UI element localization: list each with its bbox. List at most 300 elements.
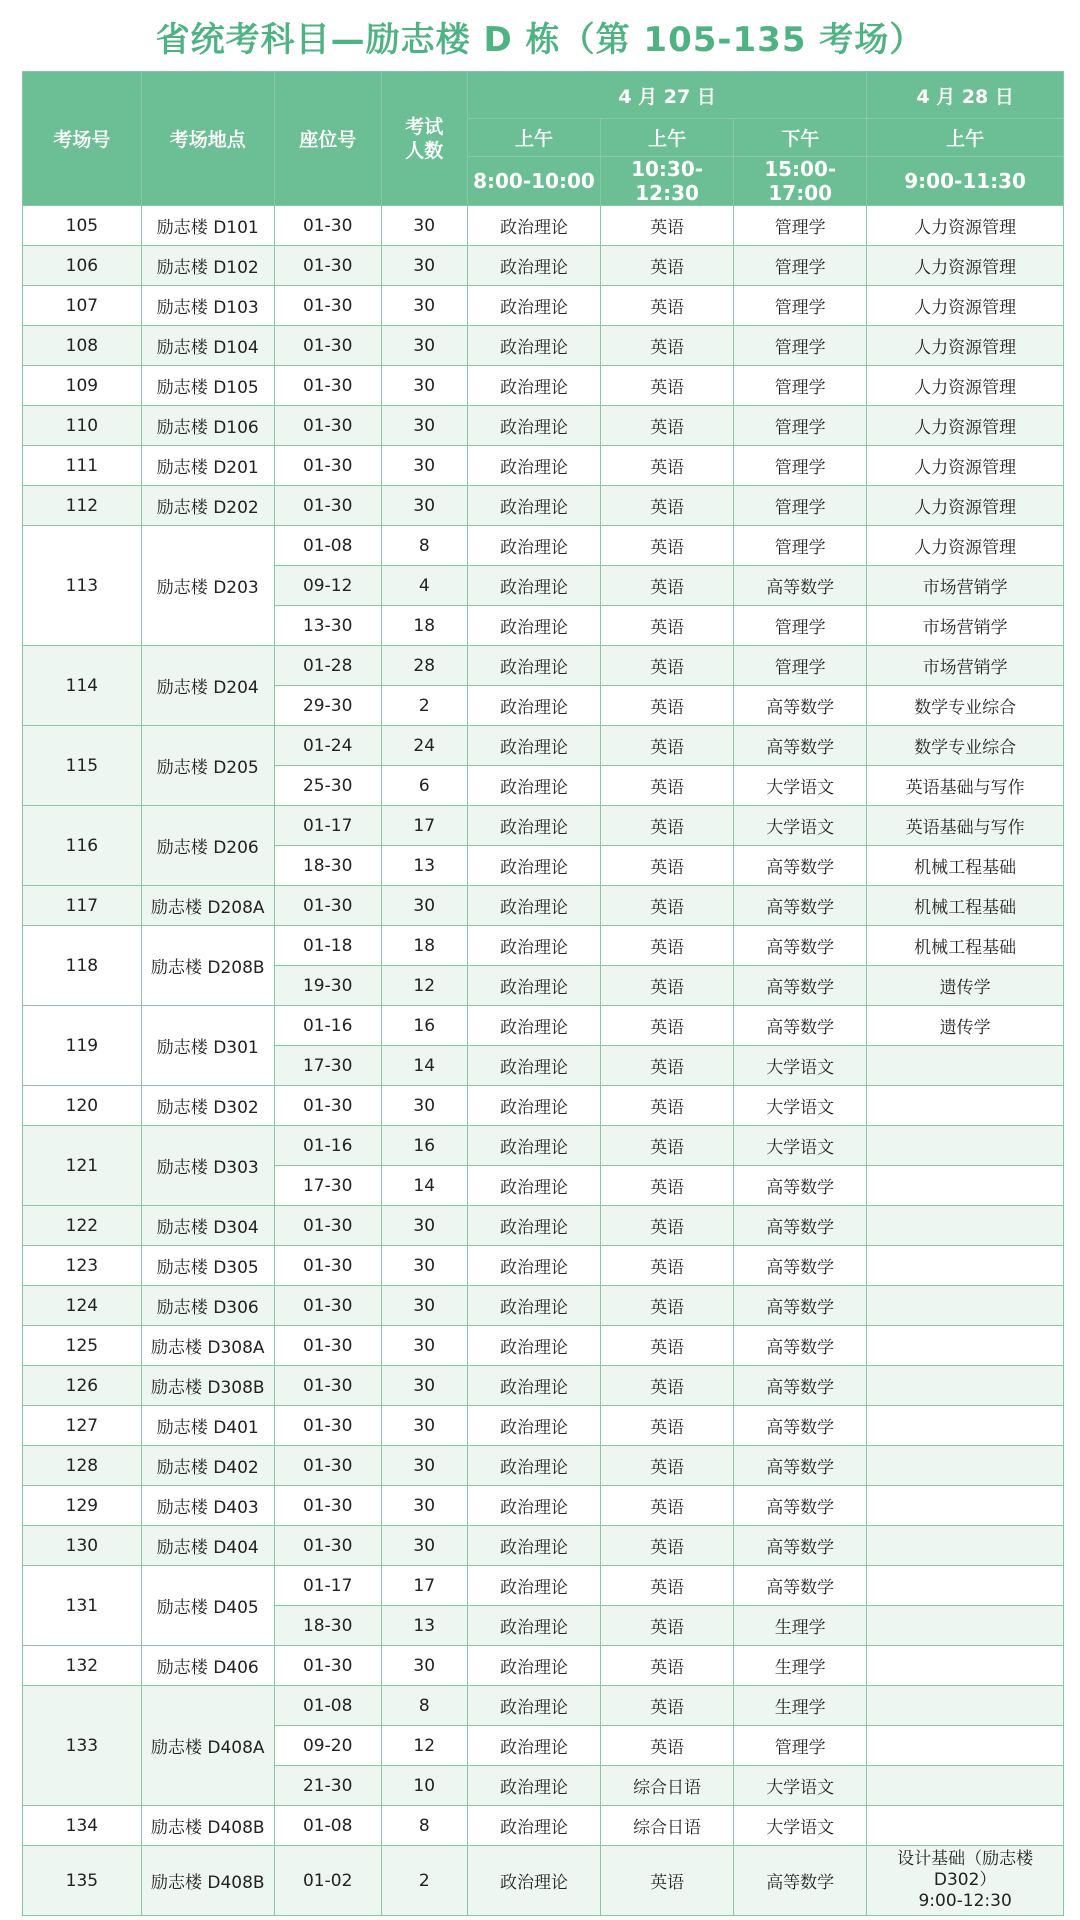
cell-location: 励志楼 D401 [141,1406,274,1446]
cell-subject-3: 管理学 [734,486,867,526]
cell-subject-3: 管理学 [734,646,867,686]
cell-subject-4 [867,1126,1064,1166]
cell-subject-2: 英语 [601,1726,734,1766]
cell-subject-3: 大学语文 [734,1086,867,1126]
cell-room-no: 109 [23,366,142,406]
cell-room-no: 106 [23,246,142,286]
cell-subject-4: 机械工程基础 [867,846,1064,886]
table-row [23,246,1064,286]
cell-count: 30 [381,446,467,486]
cell-room-no: 133 [23,1686,142,1806]
cell-room-no: 107 [23,286,142,326]
cell-seat: 01-17 [274,1566,381,1606]
cell-subject-1: 政治理论 [467,1366,600,1406]
cell-subject-4: 遗传学 [867,1006,1064,1046]
header-period: 下午 [734,119,867,157]
cell-subject-4 [867,1726,1064,1766]
header-count: 考试 人数 [381,72,467,206]
table-row [23,1686,1064,1726]
cell-subject-1: 政治理论 [467,886,600,926]
table-header [23,72,1064,206]
cell-room-no: 132 [23,1646,142,1686]
cell-room-no: 129 [23,1486,142,1526]
cell-subject-1: 政治理论 [467,566,600,606]
cell-subject-3: 高等数学 [734,886,867,926]
cell-location: 励志楼 D301 [141,1006,274,1086]
cell-count: 30 [381,406,467,446]
cell-subject-2: 英语 [601,246,734,286]
header-period: 上午 [467,119,600,157]
cell-subject-3: 管理学 [734,366,867,406]
cell-subject-3: 生理学 [734,1606,867,1646]
cell-subject-4: 机械工程基础 [867,886,1064,926]
cell-subject-4 [867,1206,1064,1246]
cell-subject-1: 政治理论 [467,486,600,526]
cell-subject-3: 高等数学 [734,1566,867,1606]
cell-subject-3: 管理学 [734,286,867,326]
table-row [23,1286,1064,1326]
cell-subject-2: 综合日语 [601,1766,734,1806]
table-row [23,806,1064,846]
cell-count: 30 [381,1406,467,1446]
cell-subject-4: 人力资源管理 [867,206,1064,246]
cell-seat: 01-30 [274,1206,381,1246]
cell-subject-3: 大学语文 [734,1766,867,1806]
cell-subject-2: 英语 [601,1366,734,1406]
cell-subject-1: 政治理论 [467,1446,600,1486]
cell-seat: 09-20 [274,1726,381,1766]
cell-subject-4: 人力资源管理 [867,366,1064,406]
cell-count: 8 [381,1686,467,1726]
cell-location: 励志楼 D202 [141,486,274,526]
header-time: 15:00-17:00 [734,157,867,206]
cell-seat: 01-08 [274,526,381,566]
cell-subject-4 [867,1166,1064,1206]
cell-location: 励志楼 D408B [141,1806,274,1846]
cell-subject-2: 英语 [601,766,734,806]
cell-subject-3: 高等数学 [734,1486,867,1526]
cell-subject-3: 生理学 [734,1646,867,1686]
table-row [23,286,1064,326]
cell-count: 12 [381,966,467,1006]
header-time: 9:00-11:30 [867,157,1064,206]
cell-subject-1: 政治理论 [467,1326,600,1366]
table-row [23,886,1064,926]
cell-seat: 01-17 [274,806,381,846]
cell-count: 30 [381,1446,467,1486]
cell-subject-1: 政治理论 [467,846,600,886]
cell-subject-1: 政治理论 [467,1726,600,1766]
table-row [23,366,1064,406]
cell-count: 30 [381,246,467,286]
cell-subject-3: 高等数学 [734,1366,867,1406]
table-row [23,526,1064,566]
table-row [23,1086,1064,1126]
cell-count: 30 [381,1326,467,1366]
cell-room-no: 124 [23,1286,142,1326]
cell-subject-1: 政治理论 [467,966,600,1006]
header-day-apr28: 4 月 28 日 [867,72,1064,119]
cell-subject-4: 数学专业综合 [867,686,1064,726]
cell-subject-2: 英语 [601,606,734,646]
cell-subject-4: 人力资源管理 [867,446,1064,486]
cell-subject-2: 英语 [601,966,734,1006]
cell-subject-3: 高等数学 [734,1286,867,1326]
cell-room-no: 122 [23,1206,142,1246]
cell-subject-4 [867,1766,1064,1806]
cell-seat: 01-30 [274,486,381,526]
cell-count: 30 [381,1646,467,1686]
cell-subject-4 [867,1486,1064,1526]
cell-subject-3: 高等数学 [734,566,867,606]
cell-location: 励志楼 D408B [141,1846,274,1916]
cell-subject-2: 英语 [601,1686,734,1726]
cell-subject-1: 政治理论 [467,1126,600,1166]
cell-count: 30 [381,286,467,326]
cell-room-no: 130 [23,1526,142,1566]
cell-subject-2: 英语 [601,1006,734,1046]
cell-count: 30 [381,1206,467,1246]
cell-subject-3: 管理学 [734,206,867,246]
cell-subject-3: 高等数学 [734,686,867,726]
cell-subject-2: 英语 [601,1166,734,1206]
cell-subject-2: 英语 [601,1486,734,1526]
cell-subject-2: 英语 [601,1326,734,1366]
cell-count: 16 [381,1006,467,1046]
cell-seat: 21-30 [274,1766,381,1806]
cell-seat: 17-30 [274,1166,381,1206]
cell-subject-3: 高等数学 [734,1206,867,1246]
cell-count: 13 [381,846,467,886]
cell-count: 30 [381,1366,467,1406]
table-row [23,486,1064,526]
cell-subject-3: 高等数学 [734,1406,867,1446]
cell-location: 励志楼 D408A [141,1686,274,1806]
cell-subject-1: 政治理论 [467,246,600,286]
cell-count: 14 [381,1046,467,1086]
cell-seat: 09-12 [274,566,381,606]
cell-location: 励志楼 D308A [141,1326,274,1366]
cell-subject-3: 高等数学 [734,1006,867,1046]
cell-seat: 01-30 [274,246,381,286]
cell-room-no: 126 [23,1366,142,1406]
cell-subject-4 [867,1286,1064,1326]
cell-count: 12 [381,1726,467,1766]
cell-subject-3: 大学语文 [734,1126,867,1166]
cell-subject-2: 英语 [601,206,734,246]
cell-room-no: 134 [23,1806,142,1846]
cell-subject-3: 管理学 [734,406,867,446]
cell-subject-1: 政治理论 [467,406,600,446]
cell-count: 18 [381,926,467,966]
cell-subject-1: 政治理论 [467,1206,600,1246]
cell-count: 8 [381,526,467,566]
table-row [23,726,1064,766]
cell-room-no: 123 [23,1246,142,1286]
table-row [23,1486,1064,1526]
cell-subject-2: 英语 [601,446,734,486]
cell-count: 13 [381,1606,467,1646]
cell-subject-4 [867,1806,1064,1846]
cell-seat: 01-30 [274,326,381,366]
cell-subject-1: 政治理论 [467,1166,600,1206]
cell-subject-3: 高等数学 [734,1166,867,1206]
cell-subject-4: 数学专业综合 [867,726,1064,766]
cell-subject-1: 政治理论 [467,366,600,406]
cell-subject-2: 英语 [601,1046,734,1086]
table-row [23,926,1064,966]
cell-subject-4: 人力资源管理 [867,246,1064,286]
cell-subject-3: 管理学 [734,446,867,486]
cell-count: 30 [381,1286,467,1326]
header-room-no: 考场号 [23,72,142,206]
table-row [23,1406,1064,1446]
cell-subject-4: 市场营销学 [867,646,1064,686]
cell-seat: 18-30 [274,846,381,886]
cell-count: 17 [381,1566,467,1606]
cell-subject-2: 英语 [601,1246,734,1286]
cell-subject-4: 英语基础与写作 [867,766,1064,806]
cell-subject-3: 高等数学 [734,726,867,766]
cell-location: 励志楼 D406 [141,1646,274,1686]
cell-subject-4 [867,1366,1064,1406]
cell-subject-1: 政治理论 [467,1646,600,1686]
cell-seat: 19-30 [274,966,381,1006]
table-row [23,1326,1064,1366]
cell-seat: 01-30 [274,1086,381,1126]
cell-subject-4 [867,1646,1064,1686]
cell-room-no: 112 [23,486,142,526]
cell-subject-1: 政治理论 [467,766,600,806]
header-day-apr27: 4 月 27 日 [467,72,866,119]
cell-subject-2: 英语 [601,1566,734,1606]
cell-subject-1: 政治理论 [467,206,600,246]
cell-subject-1: 政治理论 [467,1766,600,1806]
cell-count: 2 [381,686,467,726]
cell-subject-4: 人力资源管理 [867,286,1064,326]
cell-count: 30 [381,206,467,246]
cell-room-no: 105 [23,206,142,246]
cell-count: 18 [381,606,467,646]
cell-subject-2: 英语 [601,926,734,966]
cell-subject-1: 政治理论 [467,646,600,686]
cell-seat: 01-24 [274,726,381,766]
cell-subject-1: 政治理论 [467,1606,600,1646]
cell-subject-4 [867,1566,1064,1606]
cell-count: 30 [381,886,467,926]
cell-subject-4 [867,1046,1064,1086]
cell-room-no: 119 [23,1006,142,1086]
cell-subject-1: 政治理论 [467,1286,600,1326]
cell-count: 8 [381,1806,467,1846]
cell-subject-2: 英语 [601,886,734,926]
cell-seat: 01-16 [274,1006,381,1046]
cell-subject-3: 高等数学 [734,966,867,1006]
cell-subject-1: 政治理论 [467,686,600,726]
cell-subject-3: 高等数学 [734,846,867,886]
header-time: 8:00-10:00 [467,157,600,206]
cell-subject-3: 管理学 [734,1726,867,1766]
cell-seat: 01-30 [274,1446,381,1486]
cell-location: 励志楼 D101 [141,206,274,246]
cell-subject-3: 高等数学 [734,1446,867,1486]
cell-subject-1: 政治理论 [467,1806,600,1846]
cell-location: 励志楼 D208A [141,886,274,926]
cell-location: 励志楼 D206 [141,806,274,886]
cell-subject-1: 政治理论 [467,1006,600,1046]
cell-seat: 29-30 [274,686,381,726]
cell-subject-3: 生理学 [734,1686,867,1726]
cell-subject-1: 政治理论 [467,806,600,846]
cell-location: 励志楼 D306 [141,1286,274,1326]
table-row [23,1006,1064,1046]
cell-seat: 01-30 [274,886,381,926]
cell-seat: 01-30 [274,1326,381,1366]
cell-count: 30 [381,1486,467,1526]
cell-subject-3: 管理学 [734,246,867,286]
cell-subject-1: 政治理论 [467,1486,600,1526]
table-row [23,1126,1064,1166]
cell-subject-1: 政治理论 [467,606,600,646]
cell-room-no: 110 [23,406,142,446]
cell-subject-4: 市场营销学 [867,566,1064,606]
table-row [23,1846,1064,1916]
cell-count: 16 [381,1126,467,1166]
cell-subject-1: 政治理论 [467,1246,600,1286]
cell-location: 励志楼 D403 [141,1486,274,1526]
cell-location: 励志楼 D402 [141,1446,274,1486]
cell-location: 励志楼 D205 [141,726,274,806]
cell-location: 励志楼 D304 [141,1206,274,1246]
cell-count: 14 [381,1166,467,1206]
cell-subject-2: 英语 [601,566,734,606]
table-row [23,1566,1064,1606]
cell-seat: 01-30 [274,446,381,486]
cell-seat: 13-30 [274,606,381,646]
cell-room-no: 135 [23,1846,142,1916]
cell-subject-4 [867,1406,1064,1446]
cell-location: 励志楼 D103 [141,286,274,326]
cell-seat: 01-28 [274,646,381,686]
cell-location: 励志楼 D308B [141,1366,274,1406]
cell-seat: 01-30 [274,206,381,246]
cell-location: 励志楼 D405 [141,1566,274,1646]
cell-subject-4 [867,1686,1064,1726]
cell-seat: 01-30 [274,1406,381,1446]
cell-subject-2: 英语 [601,726,734,766]
cell-subject-4: 人力资源管理 [867,326,1064,366]
cell-room-no: 128 [23,1446,142,1486]
header-time: 10:30-12:30 [601,157,734,206]
cell-subject-3: 高等数学 [734,926,867,966]
cell-seat: 01-30 [274,1646,381,1686]
header-period: 上午 [867,119,1064,157]
cell-location: 励志楼 D302 [141,1086,274,1126]
cell-subject-1: 政治理论 [467,1526,600,1566]
cell-subject-2: 英语 [601,646,734,686]
cell-location: 励志楼 D105 [141,366,274,406]
cell-subject-3: 高等数学 [734,1846,867,1916]
cell-count: 2 [381,1846,467,1916]
cell-subject-2: 英语 [601,326,734,366]
table-row [23,1646,1064,1686]
cell-room-no: 120 [23,1086,142,1126]
table-row [23,1446,1064,1486]
cell-subject-4: 英语基础与写作 [867,806,1064,846]
cell-subject-4: 人力资源管理 [867,526,1064,566]
cell-seat: 01-16 [274,1126,381,1166]
cell-subject-3: 大学语文 [734,806,867,846]
cell-subject-3: 高等数学 [734,1246,867,1286]
cell-count: 30 [381,366,467,406]
cell-room-no: 127 [23,1406,142,1446]
cell-subject-2: 英语 [601,1126,734,1166]
table-row [23,1526,1064,1566]
cell-count: 30 [381,326,467,366]
cell-count: 28 [381,646,467,686]
cell-seat: 01-30 [274,1526,381,1566]
cell-subject-2: 英语 [601,406,734,446]
cell-seat: 01-30 [274,406,381,446]
cell-subject-2: 英语 [601,366,734,406]
cell-seat: 01-08 [274,1806,381,1846]
cell-room-no: 115 [23,726,142,806]
cell-subject-2: 英语 [601,486,734,526]
cell-subject-2: 英语 [601,1086,734,1126]
cell-count: 24 [381,726,467,766]
cell-subject-1: 政治理论 [467,1846,600,1916]
cell-location: 励志楼 D102 [141,246,274,286]
cell-subject-2: 英语 [601,526,734,566]
cell-seat: 25-30 [274,766,381,806]
cell-subject-2: 英语 [601,286,734,326]
cell-count: 30 [381,486,467,526]
cell-subject-2: 英语 [601,1846,734,1916]
cell-seat: 01-30 [274,1366,381,1406]
cell-room-no: 125 [23,1326,142,1366]
cell-subject-3: 大学语文 [734,1806,867,1846]
cell-subject-2: 英语 [601,1446,734,1486]
page-title: 省统考科目—励志楼 D 栋（第 105-135 考场） [155,20,925,60]
cell-room-no: 113 [23,526,142,646]
table-row [23,1806,1064,1846]
cell-seat: 01-18 [274,926,381,966]
table-row [23,326,1064,366]
cell-subject-3: 管理学 [734,526,867,566]
cell-subject-4: 人力资源管理 [867,406,1064,446]
cell-subject-1: 政治理论 [467,326,600,366]
cell-subject-4 [867,1526,1064,1566]
header-location: 考场地点 [141,72,274,206]
cell-room-no: 117 [23,886,142,926]
cell-subject-3: 管理学 [734,326,867,366]
cell-subject-1: 政治理论 [467,1566,600,1606]
cell-location: 励志楼 D104 [141,326,274,366]
cell-seat: 01-30 [274,1286,381,1326]
header-seat: 座位号 [274,72,381,206]
cell-subject-4 [867,1086,1064,1126]
cell-seat: 01-30 [274,1246,381,1286]
cell-room-no: 114 [23,646,142,726]
cell-location: 励志楼 D201 [141,446,274,486]
cell-room-no: 121 [23,1126,142,1206]
cell-subject-3: 管理学 [734,606,867,646]
cell-subject-4 [867,1446,1064,1486]
table-row [23,1246,1064,1286]
cell-subject-1: 政治理论 [467,1686,600,1726]
cell-subject-2: 英语 [601,846,734,886]
cell-location: 励志楼 D303 [141,1126,274,1206]
